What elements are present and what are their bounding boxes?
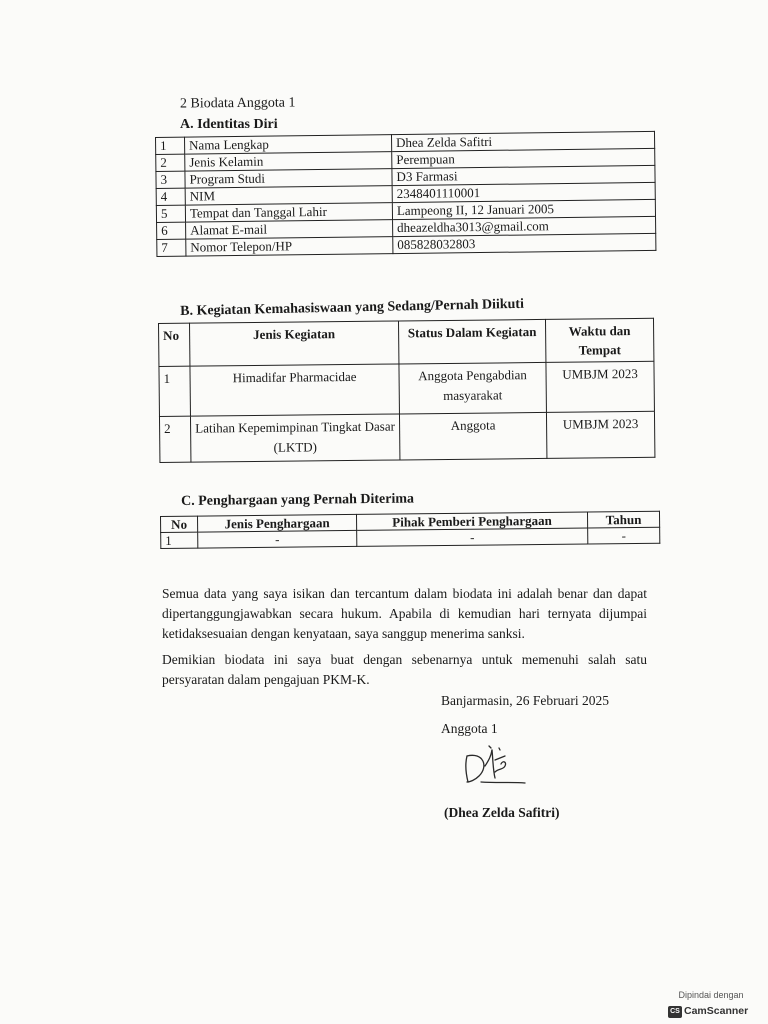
statement-paragraph: Semua data yang saya isikan dan tercantum dalam biodata ini adalah benar dan dapat dipertanggungjawabkan secara hukum. Apabila di kemudian hari ternyata dijumpai ketidaksesuaian dengan kenyataan, saya sanggup menerima sanksi. <box>162 586 647 641</box>
field-value: Dhea Zelda Safitri <box>391 131 654 151</box>
activity-name: Latihan Kepemimpinan Tingkat Dasar (LKTD) <box>190 414 399 462</box>
handwritten-signature <box>455 742 535 792</box>
col-header-pihak: Pihak Pemberi Penghargaan <box>356 512 587 530</box>
table-header-row <box>159 318 654 366</box>
table-row <box>159 411 654 462</box>
row-number: 2 <box>156 154 185 171</box>
field-label: Alamat E-mail <box>186 220 393 240</box>
scanner-watermark-caption: Dipindai dengan <box>678 990 744 1000</box>
col-header-waktu: Waktu dan Tempat <box>545 318 653 362</box>
row-number: 1 <box>159 366 191 416</box>
field-value: 085828032803 <box>393 233 656 253</box>
signature-role: Anggota 1 <box>441 721 498 736</box>
row-number: 3 <box>156 171 185 188</box>
field-label: Nomor Telepon/HP <box>186 237 393 257</box>
row-number: 4 <box>156 188 185 205</box>
field-value: 2348401110001 <box>392 182 655 202</box>
col-header-no: No <box>161 516 198 532</box>
field-label: Nama Lengkap <box>185 135 392 155</box>
award-giver: - <box>357 528 588 546</box>
col-header-jenis-penghargaan: Jenis Penghargaan <box>198 514 357 532</box>
signature-place-date: Banjarmasin, 26 Februari 2025 <box>441 693 609 708</box>
signature-name: (Dhea Zelda Safitri) <box>444 805 560 820</box>
awards-heading: C. Penghargaan yang Pernah Diterima <box>181 491 415 509</box>
col-header-tahun: Tahun <box>587 511 659 528</box>
activity-status: Anggota Pengabdian masyarakat <box>399 362 547 414</box>
col-header-status: Status Dalam Kegiatan <box>398 319 545 364</box>
activities-heading: B. Kegiatan Kemahasiswaan yang Sedang/Pernah Diikuti <box>180 296 525 319</box>
award-year: - <box>588 527 660 544</box>
field-value: dheazeldha3013@gmail.com <box>393 216 656 236</box>
identity-heading: A. Identitas Diri <box>180 117 278 132</box>
col-header-jenis-kegiatan: Jenis Kegiatan <box>190 321 399 366</box>
scanner-watermark <box>668 990 754 1022</box>
row-number: 1 <box>161 532 198 548</box>
field-label: Jenis Kelamin <box>185 152 392 172</box>
identity-table <box>155 131 656 257</box>
activity-time-place: UMBJM 2023 <box>546 411 654 458</box>
award-type: - <box>198 530 357 548</box>
activity-time-place: UMBJM 2023 <box>546 361 655 412</box>
table-row <box>159 361 654 416</box>
section-title: 2 Biodata Anggota 1 <box>179 95 296 112</box>
field-value: Perempuan <box>392 148 655 168</box>
row-number: 1 <box>156 137 185 154</box>
col-header-no: No <box>159 323 190 366</box>
row-number: 7 <box>157 239 186 256</box>
activity-status: Anggota <box>399 412 546 460</box>
closing-paragraph: Demikian biodata ini saya buat dengan sebenarnya untuk memenuhi salah satu persyaratan dalam pengajuan PKM-K. <box>162 652 647 687</box>
scanner-watermark-name: CamScanner <box>684 1005 749 1017</box>
field-label: Program Studi <box>185 169 392 189</box>
activity-name: Himadifar Pharmacidae <box>190 364 400 416</box>
field-label: NIM <box>185 186 392 206</box>
row-number: 2 <box>159 416 190 462</box>
awards-table <box>160 511 660 549</box>
field-value: D3 Farmasi <box>392 165 655 185</box>
row-number: 6 <box>157 222 186 239</box>
field-value: Lampeong II, 12 Januari 2005 <box>392 199 655 219</box>
row-number: 5 <box>156 205 185 222</box>
activities-table <box>158 318 655 463</box>
camscanner-logo-icon: CS <box>668 1006 682 1018</box>
field-label: Tempat dan Tanggal Lahir <box>185 203 392 223</box>
